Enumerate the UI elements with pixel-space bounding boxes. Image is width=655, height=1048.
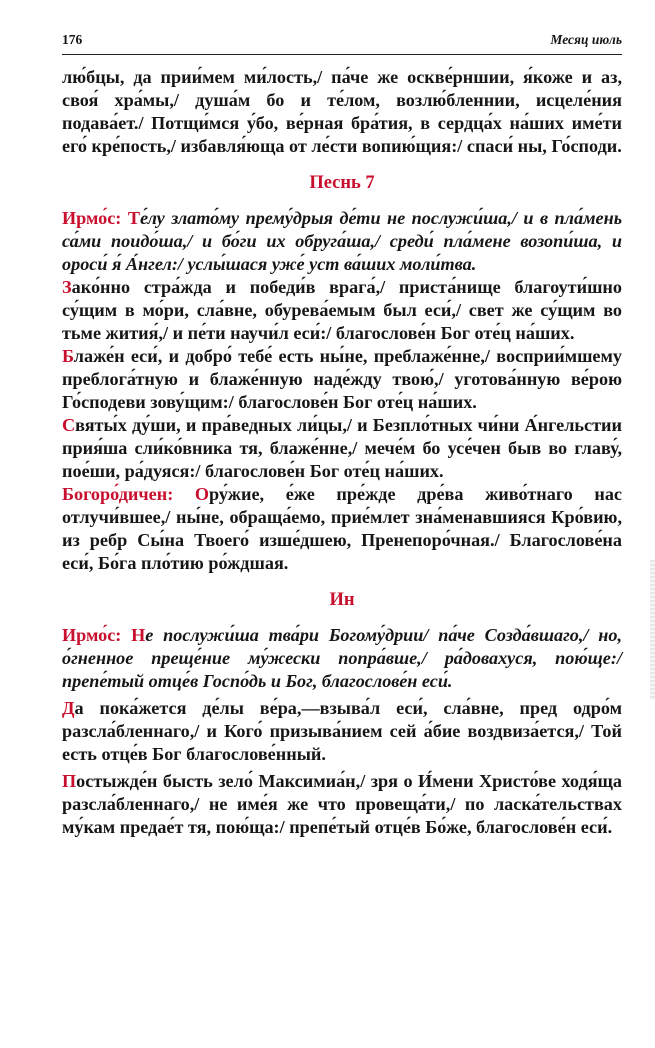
irmos-text: е́лу злато́му прему́дрыя де́ти не послужи́ша,/ и в пла́мень са́ми поидо́ша,/ и бо́ги их обруга́ша,/ среди́ пла́мене возопи́ша, и ороси́ я́ А́нгел:/ услы́шася уже́ уст ва́ших моли́тва.: [62, 208, 623, 274]
troparion-text: вяты́х ду́ши, и пра́ведных ли́цы,/ и Безпло́тных чи́ни А́нгельстии прия́ша сли́ко́вника тя, блаже́нне,/ мече́м бо усе́чен быв во главу́, пое́ши, ра́дуяся:/ благослове́н Бог оте́ц на́ших.: [62, 415, 622, 481]
troparion-text: остыжде́н бысть зело́ Максимиа́н,/ зря о И́мени Христо́ве ходя́ща разсла́бленнаго,/ не име́я же что провеща́ти,/ по ласка́тельствах му́кам предае́т тя, пою́ща:/ препе́тый отце́в Бо́же, благослове́н еси́.: [62, 771, 622, 837]
running-title: Месяц июль: [550, 32, 622, 47]
intro-text: лю́бцы, да прии́мем ми́лость,/ па́че же оскве́рншии, я́коже и аз, своя́ хра́мы,/ душа́м бо и те́лом, возлю́бленнии, исцеле́ния подава́ет./ Потщи́мся у́бо, ве́рная бра́тия, в сердца́х на́ших име́ти его́ кре́пость,/ избавля́юща от ле́сти вопию́щия:/ спаси́ ны, Го́споди.: [62, 67, 622, 156]
irmos-label: Ирмо́с:: [62, 208, 122, 228]
irmos-text: е послужи́ша тва́ри Богому́дрии/ па́че Созда́вшаго,/ но, о́гненное преще́ние му́жески попра́вше,/ ра́довахуся, пою́ще:/ препе́тый отце́в Госпо́дь и Бог, благослове́н еси́.: [62, 625, 622, 691]
troparion-initial: С: [62, 415, 76, 435]
canon-in-irmos: [62, 624, 622, 693]
troparion-initial: Д: [62, 698, 75, 718]
troparion: [62, 414, 622, 483]
page-body: [62, 66, 622, 839]
page-number: 176: [62, 32, 83, 47]
irmos-initial: Н: [131, 625, 146, 645]
troparion: [62, 697, 622, 766]
troparion-initial: З: [62, 277, 72, 297]
scan-edge-shadow: [650, 560, 655, 700]
troparion: [62, 345, 622, 414]
troparion-text: а пока́жется де́лы ве́ра,—взыва́л еси́, сла́вне, пред одро́м разсла́бленнаго,/ и Кого́ призыва́нием сей а́бие воздвиза́ется,/ Той есть отце́в Бог благослове́нный.: [62, 698, 622, 764]
theotokion-initial: О: [194, 484, 210, 504]
irmos-initial: Т: [127, 208, 140, 228]
troparion-text: ако́нно стра́жда и победи́в врага́,/ приста́нище благоути́шно су́щим в мо́ри, сла́вне, обурева́емым был еси́,/ свет же су́щим во тьме жития́,/ и пе́ти научи́л еси́:/ благослове́н Бог оте́ц на́ших.: [62, 277, 622, 343]
intro-paragraph: [62, 66, 622, 158]
troparion-initial: П: [62, 771, 77, 791]
theotokion: [62, 483, 622, 575]
troparion-text: лаже́н еси́, и добро́ тебе́ есть ны́не, преблаже́нне,/ восприи́мшему преблога́тную и блаже́нную наде́жду твою́,/ уготова́нную ве́рою Го́сподеви зову́щим:/ благослове́н Бог оте́ц на́ших.: [62, 346, 622, 412]
troparion-initial: Б: [62, 346, 74, 366]
canon-in-heading: Ин: [329, 590, 355, 610]
song-7-irmos: [62, 207, 622, 276]
troparion: [62, 276, 622, 345]
theotokion-label: Богоро́дичен:: [62, 484, 174, 504]
song-7-heading: Песнь 7: [309, 173, 375, 193]
irmos-label: Ирмо́с:: [62, 625, 122, 645]
page-header: [62, 28, 622, 55]
troparion: [62, 770, 622, 839]
theotokion-text: ру́жие, е́же пре́жде дре́ва живо́тнаго нас отлучи́вшее,/ ны́не, обраща́емо, прие́млет зна́менавшияся Кро́вию, из ребр Сы́на Твоего́ изше́дшею, Пренепоро́чная./ Благослове́на еси́, Бо́га пло́тию ро́ждшая.: [62, 484, 623, 573]
